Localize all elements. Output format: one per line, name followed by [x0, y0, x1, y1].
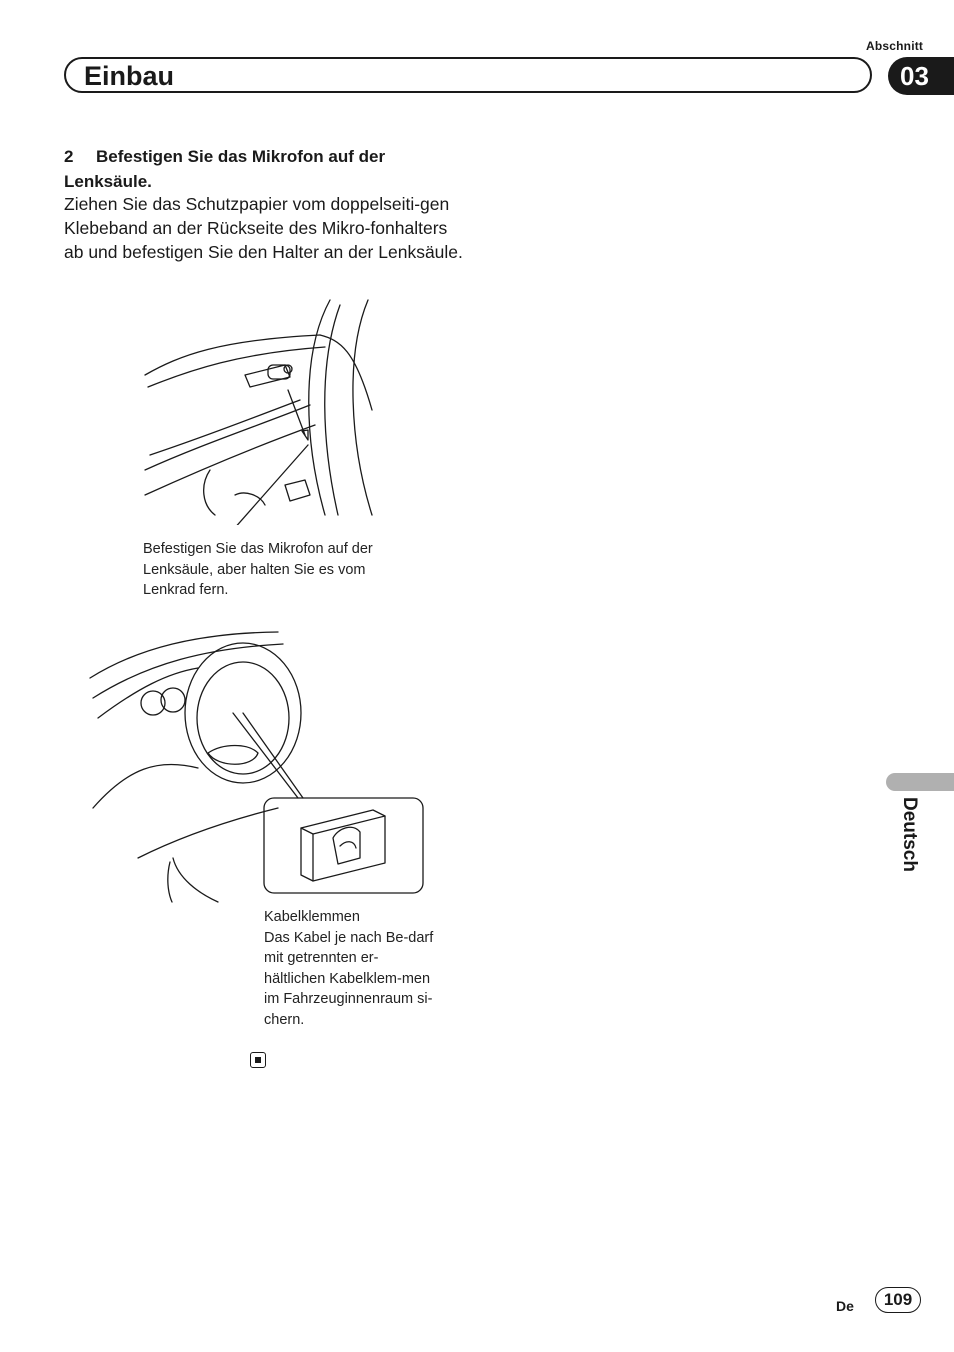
language-tab-marker: [886, 773, 954, 791]
illustration-1-caption: Befestigen Sie das Mikrofon auf der Lenksäule, aber halten Sie es vom Lenkrad fern.: [143, 541, 373, 598]
cable-clamp-description: Das Kabel je nach Be-darf mit getrennten er-hältlichen Kabelklem-men im Fahrzeuginnenraum si-chern.: [264, 929, 434, 1028]
step-title: Befestigen Sie das Mikrofon auf der Lenksäule.: [64, 147, 386, 191]
section-label: Abschnitt: [866, 39, 924, 53]
step-number: 2: [64, 147, 74, 166]
language-tab-label: Deutsch: [899, 797, 920, 872]
steering-column-microphone-illustration: [140, 295, 390, 525]
cable-clamp-label: Kabelklemmen: [264, 909, 360, 925]
footer-language-code: De: [836, 1298, 854, 1314]
illustration-2-caption: [264, 907, 436, 1030]
end-square-icon: [250, 1052, 266, 1068]
step-heading: [64, 144, 464, 194]
page-title: Einbau: [84, 61, 175, 91]
section-number-badge: 03: [888, 57, 954, 95]
page-number: 109: [875, 1287, 921, 1313]
title-bar: [64, 57, 872, 93]
dashboard-cable-clamp-illustration: [88, 618, 428, 903]
step-body-text: Ziehen Sie das Schutzpapier vom doppelseiti-gen Klebeband an der Rückseite des Mikro-fonhalters ab und befestigen Sie den Halter an der Lenksäule.: [64, 194, 463, 262]
